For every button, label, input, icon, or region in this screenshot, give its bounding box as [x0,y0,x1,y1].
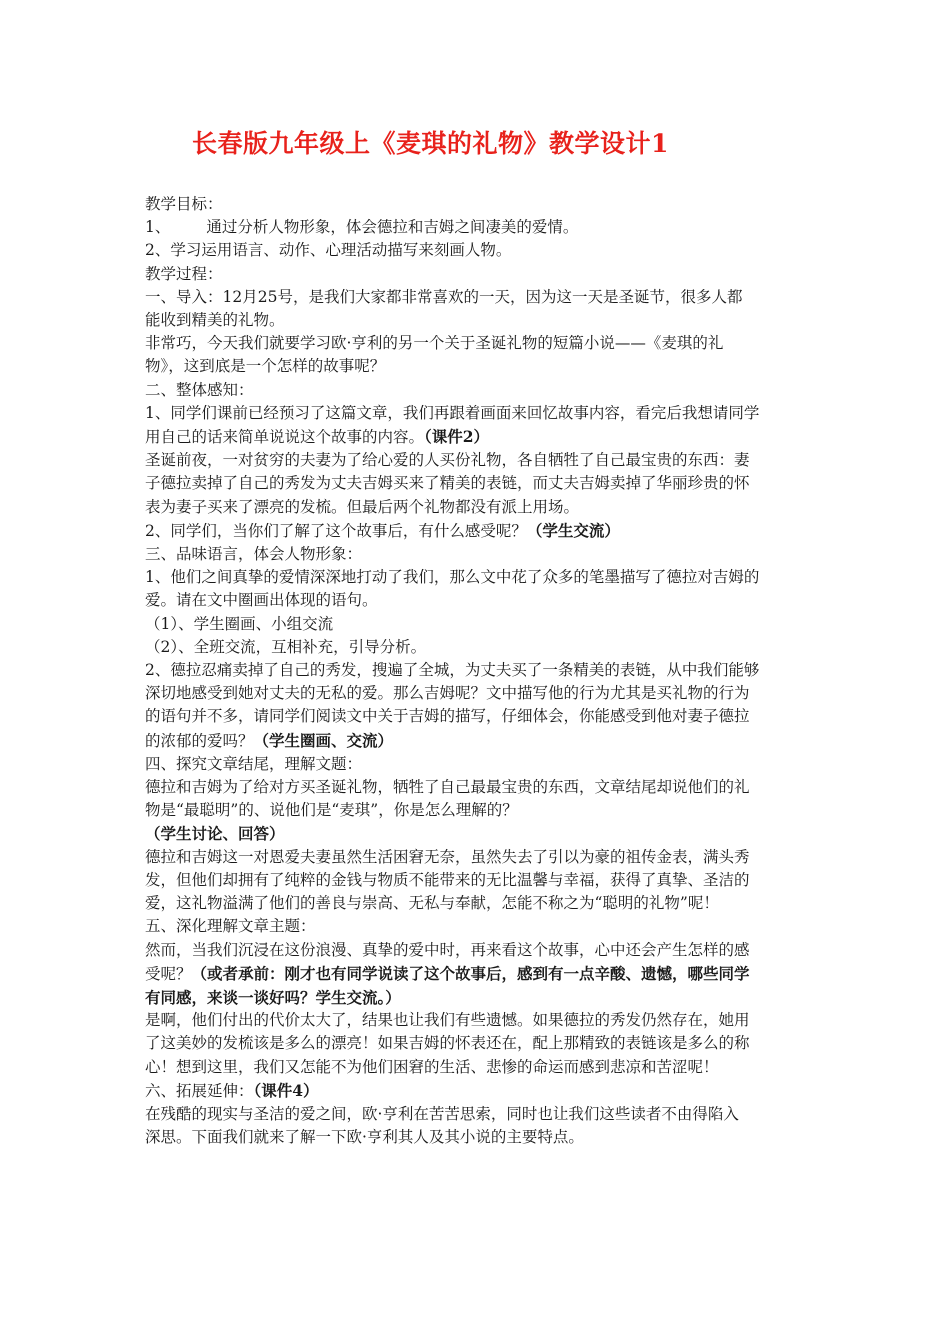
text-line: 在残酷的现实与圣洁的爱之间，欧·亨利在苦苦思索，同时也让我们这些读者不由得陷入 [145,1104,739,1123]
text-line: （1）、学生圈画、小组交流 [145,614,334,633]
text-line: 三、品味语言，体会人物形象： [145,545,363,564]
text-line: 教学过程： [145,264,223,283]
text-line [145,1079,815,1103]
text-line: 1、他们之间真挚的爱情深深地打动了我们，那么文中花了众多的笔墨描写了德拉对吉姆的 [145,568,760,587]
text-line: 深切地感受到她对丈夫的无私的爱。那么吉姆呢？文中描写他的行为尤其是买礼物的行为 [145,684,750,703]
text-line: 圣诞前夜，一对贫穷的夫妻为了给心爱的人买份礼物，各自牺牲了自己最宝贵的东西：妻 [145,451,750,470]
text-line: 的语句并不多，请同学们阅读文中关于吉姆的描写，仔细体会，你能感受到他对妻子德拉 [145,707,750,726]
text-line [145,729,815,753]
text-span: 通过分析人物形象，体会德拉和吉姆之间凄美的爱情。 [206,218,579,237]
bold-note: （或者承前：刚才也有同学说读了这个故事后，感到有一点辛酸、遗憾，哪些同学 [191,963,750,983]
text-line: 物》，这到底是一个怎样的故事呢？ [145,357,386,376]
text-line: 德拉和吉姆为了给对方买圣诞礼物，牺牲了自己最最宝贵的东西，文章结尾却说他们的礼 [145,778,750,797]
text-line: 一、导入：12月25号，是我们大家都非常喜欢的一天，因为这一天是圣诞节，很多人都 [145,287,743,306]
text-line: 非常巧，今天我们就要学习欧·亨利的另一个关于圣诞礼物的短篇小说——《麦琪的礼 [145,334,724,353]
text-line: 爱。请在文中圈画出体现的语句。 [145,591,378,610]
text-line: 子德拉卖掉了自己的秀发为丈夫吉姆买来了精美的表链，而丈夫吉姆卖掉了华丽珍贵的怀 [145,474,750,493]
text-line [145,216,815,239]
bold-note: （学生圈画、交流） [253,730,394,750]
text-line: 五、深化理解文章主题： [145,917,316,936]
text-line: 物是“最聪明”的、说他们是“麦琪”，你是怎么理解的？ [145,801,518,820]
text-line: 四、探究文章结尾，理解文题： [145,754,363,773]
text-line: 2、德拉忍痛卖掉了自己的秀发，搜遍了全城，为丈夫买了一条精美的表链，从中我们能够 [145,661,760,680]
text-span: 的浓郁的爱吗？ [145,731,254,750]
text-line: 2、学习运用语言、动作、心理活动描写来刻画人物。 [145,241,512,260]
text-line: 教学目标： [145,195,223,213]
text-line: 了这美妙的发梳该是多么的漂亮！如果吉姆的怀表还在，配上那精致的表链该是多么的称 [145,1034,750,1053]
bold-note: 有同感，来谈一谈好吗？学生交流。） [145,987,401,1007]
text-line [145,962,815,986]
bold-note: （课件2） [424,427,490,447]
text-line: （2）、全班交流，互相补充，引导分析。 [145,637,427,656]
bold-note: （课件4） [253,1080,319,1100]
text-line: 深思。下面我们就来了解一下欧·亨利其人及其小说的主要特点。 [145,1128,584,1147]
text-line: 二、整体感知： [145,380,254,399]
document-title: 长春版九年级上《麦琪的礼物》教学设计1 [192,129,669,158]
text-span: 用自己的话来简单说说这个故事的内容。 [145,428,425,447]
text-span: 2、同学们，当你们了解了这个故事后，有什么感受呢？ [145,521,527,540]
list-number: 1、 [145,218,171,237]
text-line: 德拉和吉姆这一对恩爱夫妻虽然生活困窘无奈，虽然失去了引以为豪的祖传金表，满头秀 [145,847,750,866]
text-line: 心！想到这里，我们又怎能不为他们困窘的生活、悲惨的命运而感到悲凉和苦涩呢！ [145,1057,719,1076]
text-span: 六、拓展延伸： [145,1081,254,1100]
document-body [145,193,815,1149]
text-line: 发，但他们却拥有了纯粹的金钱与物质不能带来的无比温馨与幸福，获得了真挚、圣洁的 [145,870,750,889]
bold-note: （学生交流） [526,520,620,540]
text-line: 然而，当我们沉浸在这份浪漫、真挚的爱中时，再来看这个故事，心中还会产生怎样的感 [145,940,750,959]
text-line: 表为妻子买来了漂亮的发梳。但最后两个礼物都没有派上用场。 [145,497,580,516]
text-line: 能收到精美的礼物。 [145,311,285,330]
text-line: 爱，这礼物溢满了他们的善良与崇高、无私与奉献，怎能不称之为“聪明的礼物”呢！ [145,894,719,913]
text-span: 受呢？ [145,964,192,983]
text-line [145,519,815,543]
bold-note: （学生讨论、回答） [145,824,285,844]
text-line: 是啊，他们付出的代价太大了，结果也让我们有些遗憾。如果德拉的秀发仍然存在，她用 [145,1011,750,1030]
text-line: 1、同学们课前已经预习了这篇文章，我们再跟着画面来回忆故事内容，看完后我想请同学 [145,403,760,422]
text-line [145,425,815,449]
